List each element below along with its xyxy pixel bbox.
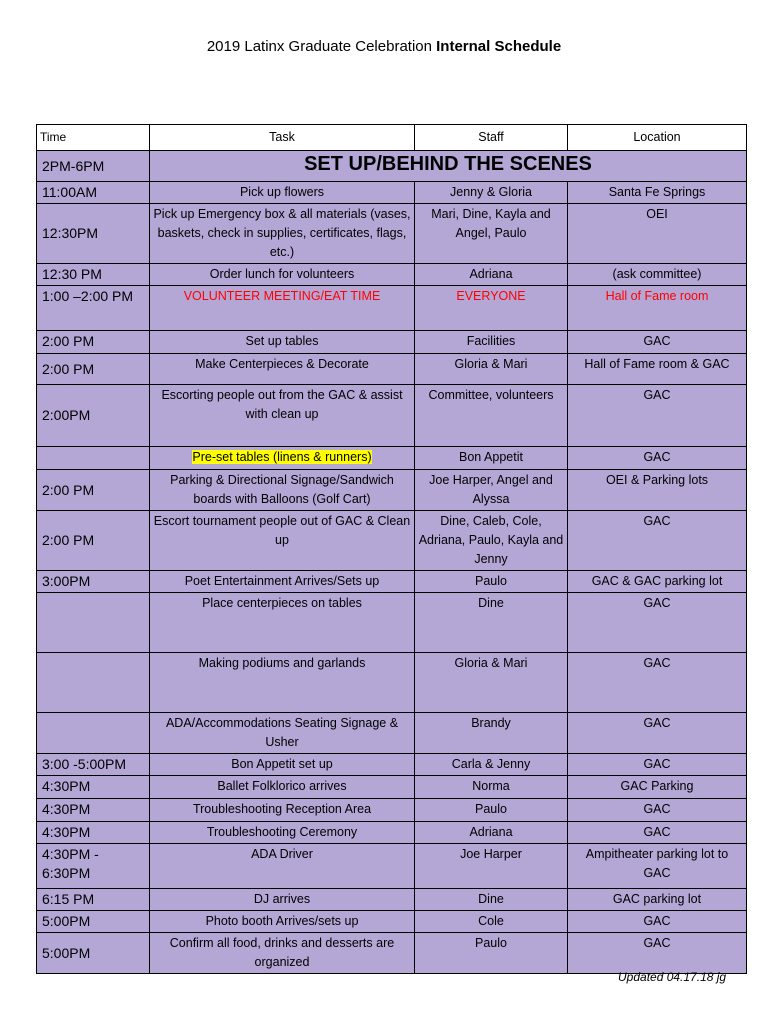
table-row (37, 447, 747, 470)
row-staff: EVERYONE (415, 286, 568, 331)
row-task: Pick up Emergency box & all materials (vases, baskets, check in supplies, certificates, flags, etc.) (150, 204, 415, 264)
table-row (37, 889, 747, 911)
row-location: OEI & Parking lots (568, 470, 747, 511)
table-row (37, 776, 747, 799)
row-time: 4:30PM (37, 822, 150, 844)
banner-text: SET UP/BEHIND THE SCENES (150, 151, 747, 182)
row-task: Set up tables (150, 331, 415, 354)
row-location: GAC (568, 713, 747, 754)
row-time (37, 447, 150, 470)
row-time: 12:30 PM (37, 264, 150, 286)
header-staff: Staff (415, 125, 568, 151)
row-task: Make Centerpieces & Decorate (150, 354, 415, 385)
row-location: GAC (568, 653, 747, 713)
table-row (37, 593, 747, 653)
row-task: Bon Appetit set up (150, 754, 415, 776)
table-row (37, 571, 747, 593)
row-staff: Norma (415, 776, 568, 799)
row-time: 1:00 –2:00 PM (37, 286, 150, 331)
row-location: Hall of Fame room & GAC (568, 354, 747, 385)
row-task: Escort tournament people out of GAC & Clean up (150, 511, 415, 571)
row-task: DJ arrives (150, 889, 415, 911)
row-location: GAC (568, 331, 747, 354)
row-time: 5:00PM (37, 911, 150, 933)
row-location: GAC (568, 447, 747, 470)
row-staff: Facilities (415, 331, 568, 354)
row-staff: Paulo (415, 799, 568, 822)
row-location: GAC (568, 911, 747, 933)
row-staff: Paulo (415, 571, 568, 593)
row-location: GAC (568, 385, 747, 447)
header-task: Task (150, 125, 415, 151)
row-location: GAC (568, 593, 747, 653)
header-location: Location (568, 125, 747, 151)
table-row (37, 799, 747, 822)
table-row (37, 331, 747, 354)
row-task: Escorting people out from the GAC & assist with clean up (150, 385, 415, 447)
row-time: 11:00AM (37, 182, 150, 204)
updated-note: Updated 04.17.18 jg (618, 970, 727, 984)
table-row (37, 354, 747, 385)
row-staff: Carla & Jenny (415, 754, 568, 776)
table-row (37, 713, 747, 754)
table-row (37, 264, 747, 286)
row-staff: Mari, Dine, Kayla and Angel, Paulo (415, 204, 568, 264)
row-time (37, 713, 150, 754)
header-time: Time (37, 125, 150, 151)
row-location: GAC (568, 799, 747, 822)
row-task: Photo booth Arrives/sets up (150, 911, 415, 933)
row-task: Making podiums and garlands (150, 653, 415, 713)
row-time: 4:30PM - 6:30PM (37, 844, 150, 889)
table-row (37, 754, 747, 776)
row-location: GAC (568, 511, 747, 571)
row-location: Santa Fe Springs (568, 182, 747, 204)
row-location: Hall of Fame room (568, 286, 747, 331)
row-task: ADA Driver (150, 844, 415, 889)
row-task: Troubleshooting Ceremony (150, 822, 415, 844)
row-location: GAC (568, 754, 747, 776)
table-row (37, 844, 747, 889)
row-staff: Dine (415, 593, 568, 653)
row-task: Ballet Folklorico arrives (150, 776, 415, 799)
table-row (37, 911, 747, 933)
row-location: GAC (568, 822, 747, 844)
table-row (37, 470, 747, 511)
row-staff: Bon Appetit (415, 447, 568, 470)
row-staff: Gloria & Mari (415, 354, 568, 385)
row-time: 6:15 PM (37, 889, 150, 911)
row-time: 4:30PM (37, 776, 150, 799)
row-task: Troubleshooting Reception Area (150, 799, 415, 822)
row-task (150, 447, 415, 470)
row-time: 2:00 PM (37, 470, 150, 511)
row-location: GAC & GAC parking lot (568, 571, 747, 593)
row-staff: Jenny & Gloria (415, 182, 568, 204)
banner-time: 2PM-6PM (37, 151, 150, 182)
row-time (37, 653, 150, 713)
row-time: 5:00PM (37, 933, 150, 974)
row-staff: Adriana (415, 264, 568, 286)
table-row (37, 822, 747, 844)
table-row (37, 204, 747, 264)
row-location: GAC Parking (568, 776, 747, 799)
row-location: OEI (568, 204, 747, 264)
row-task: Poet Entertainment Arrives/Sets up (150, 571, 415, 593)
row-task: Order lunch for volunteers (150, 264, 415, 286)
row-staff: Brandy (415, 713, 568, 754)
row-staff: Dine (415, 889, 568, 911)
row-task: VOLUNTEER MEETING/EAT TIME (150, 286, 415, 331)
highlighted-task: Pre-set tables (linens & runners) (192, 450, 372, 464)
schedule-table (36, 124, 747, 974)
table-row (37, 385, 747, 447)
row-location: GAC parking lot (568, 889, 747, 911)
row-task: Place centerpieces on tables (150, 593, 415, 653)
row-staff: Joe Harper, Angel and Alyssa (415, 470, 568, 511)
row-location: Ampitheater parking lot to GAC (568, 844, 747, 889)
row-task: ADA/Accommodations Seating Signage & Usher (150, 713, 415, 754)
row-time: 2:00PM (37, 385, 150, 447)
row-staff: Committee, volunteers (415, 385, 568, 447)
row-task: Confirm all food, drinks and desserts are organized (150, 933, 415, 974)
banner-row (37, 151, 747, 182)
table-row (37, 933, 747, 974)
row-time: 4:30PM (37, 799, 150, 822)
table-row (37, 511, 747, 571)
row-time: 3:00 -5:00PM (37, 754, 150, 776)
row-time: 3:00PM (37, 571, 150, 593)
title-prefix: 2019 Latinx Graduate Celebration (206, 38, 432, 55)
title-bold: Internal Schedule (436, 38, 562, 55)
row-time: 2:00 PM (37, 511, 150, 571)
row-staff: Paulo (415, 933, 568, 974)
row-time: 12:30PM (37, 204, 150, 264)
row-task: Pick up flowers (150, 182, 415, 204)
row-time: 2:00 PM (37, 331, 150, 354)
row-staff: Gloria & Mari (415, 653, 568, 713)
row-staff: Joe Harper (415, 844, 568, 889)
row-staff: Cole (415, 911, 568, 933)
table-row (37, 653, 747, 713)
header-row (37, 125, 747, 151)
row-time: 2:00 PM (37, 354, 150, 385)
table-row (37, 182, 747, 204)
row-staff: Adriana (415, 822, 568, 844)
row-task: Parking & Directional Signage/Sandwich boards with Balloons (Golf Cart) (150, 470, 415, 511)
row-time (37, 593, 150, 653)
row-staff: Dine, Caleb, Cole, Adriana, Paulo, Kayla and Jenny (415, 511, 568, 571)
row-location: (ask committee) (568, 264, 747, 286)
row-location: GAC (568, 933, 747, 974)
table-row (37, 286, 747, 331)
document-title (0, 38, 768, 55)
